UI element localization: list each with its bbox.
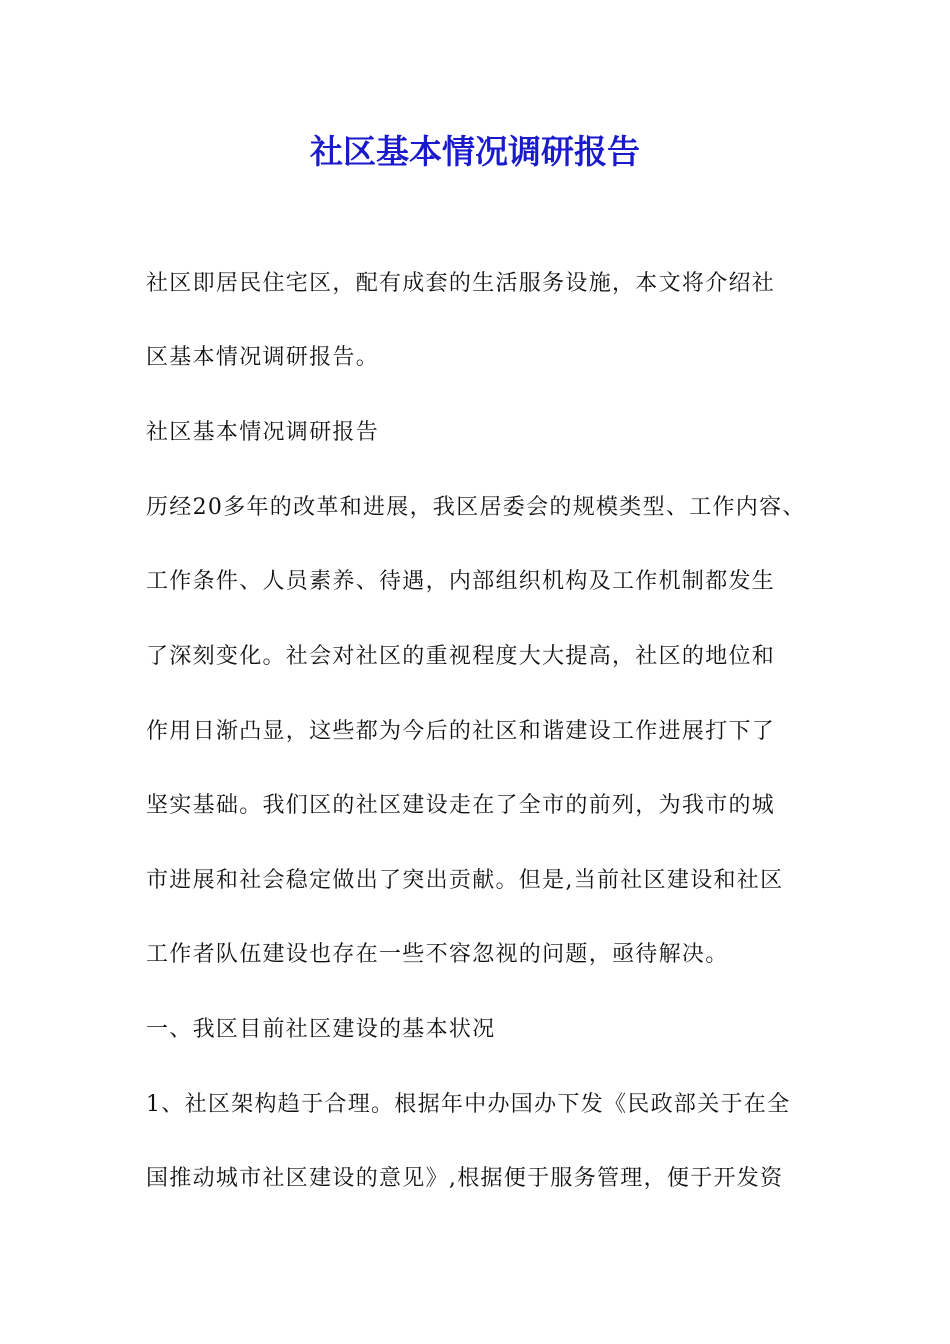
body-line-1: 历经20多年的改革和进展，我区居委会的规模类型、工作内容、 <box>146 495 806 520</box>
intro-line-2: 区基本情况调研报告。 <box>146 345 380 370</box>
body-line-6: 市进展和社会稳定做出了突出贡献。但是,当前社区建设和社区 <box>146 868 784 893</box>
subsection-heading: 一、我区目前社区建设的基本状况 <box>146 1017 496 1042</box>
body-line-7: 工作者队伍建设也存在一些不容忽视的问题，亟待解决。 <box>146 942 729 967</box>
body-line-4: 作用日渐凸显，这些都为今后的社区和谐建设工作进展打下了 <box>146 719 776 744</box>
section-heading: 社区基本情况调研报告 <box>146 420 380 445</box>
item-line-2: 国推动城市社区建设的意见》,根据便于服务管理，便于开发资 <box>146 1166 784 1191</box>
body-line-2: 工作条件、人员素养、待遇，内部组织机构及工作机制都发生 <box>146 569 776 594</box>
body-line-5: 坚实基础。我们区的社区建设走在了全市的前列，为我市的城 <box>146 793 776 818</box>
intro-line-1: 社区即居民住宅区，配有成套的生活服务设施，本文将介绍社 <box>146 271 776 296</box>
item-line-1: 1、社区架构趋于合理。根据年中办国办下发《民政部关于在全 <box>146 1092 791 1117</box>
document-title: 社区基本情况调研报告 <box>310 132 640 171</box>
body-line-3: 了深刻变化。社会对社区的重视程度大大提高，社区的地位和 <box>146 644 776 669</box>
